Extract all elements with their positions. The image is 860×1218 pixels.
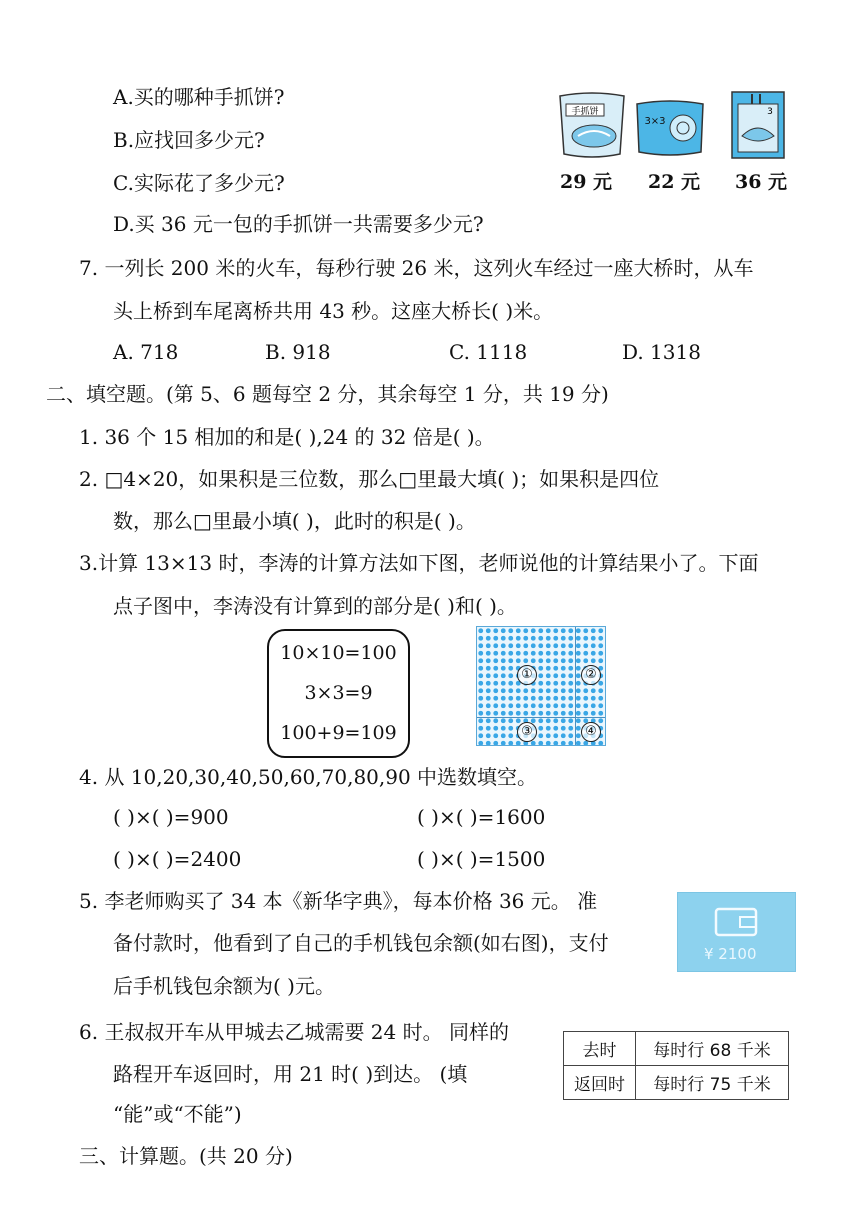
s2-q2-line1: 2. □4×20，如果积是三位数，那么□里最大填( )；如果积是四位	[79, 467, 660, 491]
calculation-box	[267, 629, 410, 758]
package-bag-icon	[730, 90, 786, 165]
option-d: D.买 36 元一包的手抓饼一共需要多少元?	[113, 212, 484, 236]
option-c: C.实际花了多少元?	[113, 171, 285, 195]
package-handcake-icon	[556, 90, 628, 165]
s2-q6-line1: 6. 王叔叔开车从甲城去乙城需要 24 时。 同样的	[79, 1020, 509, 1044]
wallet-balance: ¥ 2100	[704, 945, 757, 963]
section3-title: 三、计算题。(共 20 分)	[79, 1144, 293, 1168]
calc-line-3: 100+9=109	[280, 722, 397, 744]
price-1: 29 元	[560, 171, 613, 193]
q7-option-c: C. 1118	[449, 340, 528, 364]
table-row	[564, 1032, 789, 1066]
trip-cell: 去时	[564, 1032, 636, 1066]
q4-blank-3: ( )×( )=2400	[113, 847, 242, 871]
option-b: B.应找回多少元?	[113, 128, 265, 152]
section2-title: 二、填空题。(第 5、6 题每空 2 分，其余每空 1 分，共 19 分)	[46, 382, 609, 406]
calc-line-2: 3×3=9	[304, 682, 373, 704]
region-2-label: ②	[581, 665, 601, 685]
region-3-label: ③	[517, 722, 537, 742]
price-3: 36 元	[735, 171, 788, 193]
package-round-icon	[635, 98, 705, 163]
speed-cell: 每时行 75 千米	[636, 1066, 789, 1100]
package-1-label: 手抓饼	[571, 107, 599, 117]
package-3-label: 3	[767, 107, 773, 117]
wallet-image	[677, 892, 796, 972]
speed-table	[563, 1031, 789, 1100]
price-2: 22 元	[648, 171, 701, 193]
s2-q5-line3: 后手机钱包余额为( )元。	[113, 974, 335, 998]
q4-blank-2: ( )×( )=1600	[417, 805, 546, 829]
q4-blank-1: ( )×( )=900	[113, 805, 229, 829]
dot-grid-figure	[476, 626, 606, 746]
s2-q1: 1. 36 个 15 相加的和是( ),24 的 32 倍是( )。	[79, 425, 495, 449]
calc-line-1: 10×10=100	[280, 642, 397, 664]
q7-line1: 7. 一列长 200 米的火车，每秒行驶 26 米，这列火车经过一座大桥时，从车	[79, 256, 754, 280]
q7-option-b: B. 918	[265, 340, 331, 364]
s2-q4: 4. 从 10,20,30,40,50,60,70,80,90 中选数填空。	[79, 765, 538, 789]
table-row	[564, 1066, 789, 1100]
speed-cell: 每时行 68 千米	[636, 1032, 789, 1066]
trip-cell: 返回时	[564, 1066, 636, 1100]
s2-q3-line1: 3.计算 13×13 时，李涛的计算方法如下图，老师说他的计算结果小了。下面	[79, 551, 759, 575]
s2-q5-line2: 备付款时，他看到了自己的手机钱包余额(如右图)，支付	[113, 931, 609, 955]
region-4-label: ④	[581, 722, 601, 742]
s2-q6-line2: 路程开车返回时，用 21 时( )到达。 (填	[113, 1062, 468, 1086]
q7-option-d: D. 1318	[622, 340, 701, 364]
package-2-label: 3×3	[644, 116, 666, 127]
s2-q2-line2: 数，那么□里最小填( )，此时的积是( )。	[113, 509, 476, 533]
region-1-label: ①	[517, 665, 537, 685]
q4-blank-4: ( )×( )=1500	[417, 847, 546, 871]
q7-line2: 头上桥到车尾离桥共用 43 秒。这座大桥长( )米。	[113, 299, 554, 323]
s2-q5-line1: 5. 李老师购买了 34 本《新华字典》，每本价格 36 元。 准	[79, 889, 598, 913]
wallet-icon	[714, 905, 758, 937]
option-a: A.买的哪种手抓饼?	[113, 85, 285, 109]
q7-option-a: A. 718	[113, 340, 179, 364]
s2-q3-line2: 点子图中，李涛没有计算到的部分是( )和( )。	[113, 594, 517, 618]
s2-q6-line3: “能”或“不能”)	[113, 1102, 242, 1126]
